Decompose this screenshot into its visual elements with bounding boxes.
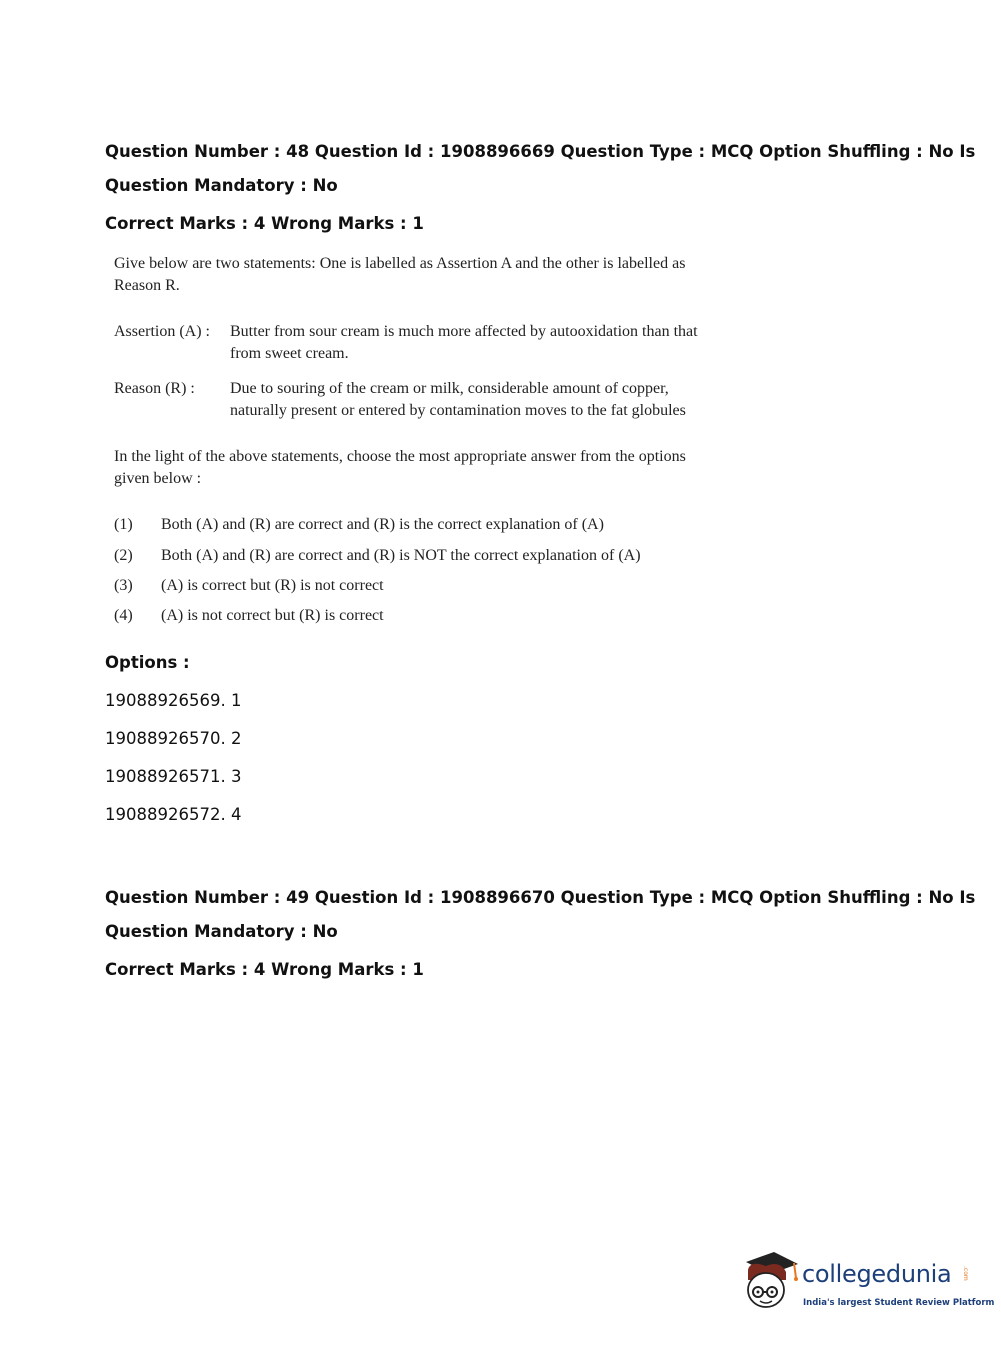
question-header-line2: Question Mandatory : No: [105, 176, 338, 195]
option-item: 19088926571. 3: [105, 767, 242, 786]
choice-number: (3): [114, 577, 133, 594]
assertion-line2: from sweet cream.: [230, 345, 349, 362]
instruction-line1: In the light of the above statements, choose the most appropriate answer from the options: [114, 448, 686, 465]
options-heading: Options :: [105, 653, 190, 672]
reason-label: Reason (R) :: [114, 380, 195, 397]
choice-number: (2): [114, 547, 133, 564]
intro-line1: Give below are two statements: One is labelled as Assertion A and the other is labelled as: [114, 255, 686, 272]
assertion-label: Assertion (A) :: [114, 323, 210, 340]
choice-text: (A) is correct but (R) is not correct: [161, 577, 384, 594]
choice-number: (4): [114, 607, 133, 624]
reason-line1: Due to souring of the cream or milk, considerable amount of copper,: [230, 380, 669, 397]
option-item: 19088926570. 2: [105, 729, 242, 748]
logo-tagline: India's largest Student Review Platform: [803, 1298, 995, 1308]
collegedunia-logo: [740, 1248, 995, 1318]
marks-line: Correct Marks : 4 Wrong Marks : 1: [105, 214, 424, 233]
option-item: 19088926569. 1: [105, 691, 242, 710]
choice-text: (A) is not correct but (R) is correct: [161, 607, 384, 624]
mascot-icon: [740, 1248, 802, 1312]
question-header-line1: Question Number : 49 Question Id : 1908896670 Question Type : MCQ Option Shuffling : No Is: [105, 888, 976, 907]
question-header-line2: Question Mandatory : No: [105, 922, 338, 941]
option-item: 19088926572. 4: [105, 805, 242, 824]
intro-line2: Reason R.: [114, 277, 180, 294]
choice-number: (1): [114, 516, 133, 533]
logo-com: .com: [962, 1266, 969, 1281]
choice-text: Both (A) and (R) are correct and (R) is NOT the correct explanation of (A): [161, 547, 641, 564]
instruction-line2: given below :: [114, 470, 202, 487]
assertion-line1: Butter from sour cream is much more affected by autooxidation than that: [230, 323, 698, 340]
marks-line: Correct Marks : 4 Wrong Marks : 1: [105, 960, 424, 979]
question-header-line1: Question Number : 48 Question Id : 1908896669 Question Type : MCQ Option Shuffling : No Is: [105, 142, 976, 161]
reason-line2: naturally present or entered by contamination moves to the fat globules: [230, 402, 686, 419]
logo-wordmark: collegedunia: [802, 1260, 952, 1288]
choice-text: Both (A) and (R) are correct and (R) is the correct explanation of (A): [161, 516, 604, 533]
